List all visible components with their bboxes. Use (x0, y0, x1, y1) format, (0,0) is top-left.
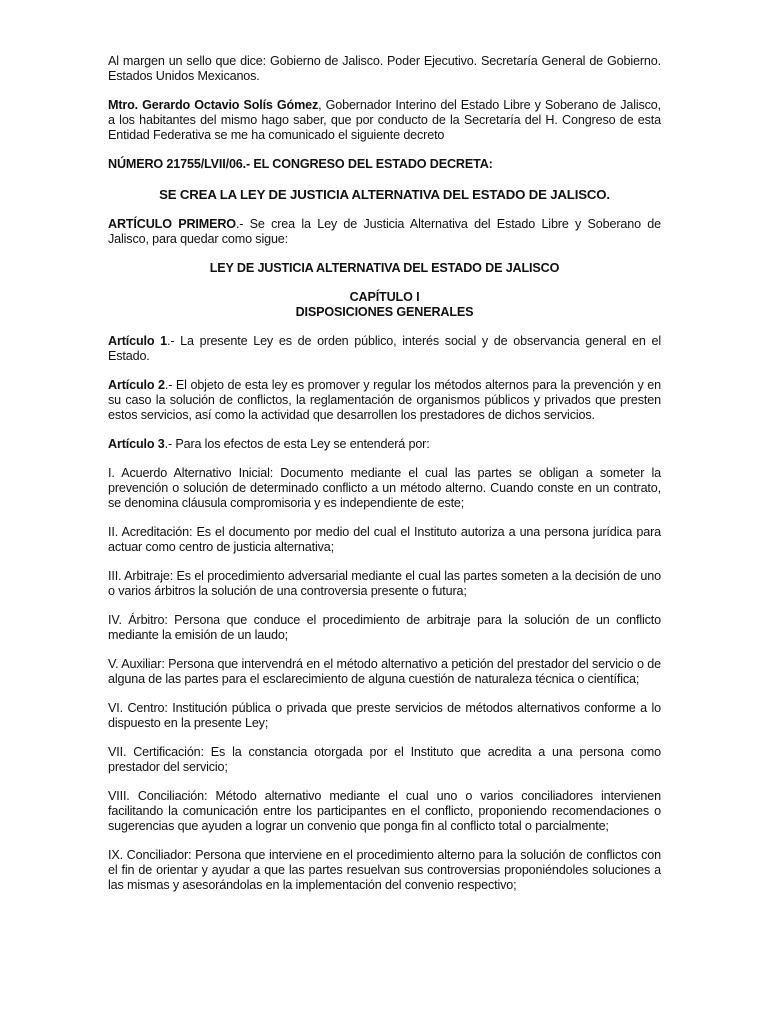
definition-VII: VII. Certificación: Es la constancia otorgada por el Instituto que acredita a una persona como prestador del servicio; (108, 745, 661, 774)
document-page (108, 54, 661, 907)
definition-III: III. Arbitraje: Es el procedimiento adversarial mediante el cual las partes someten a la decisión de uno o varios árbitros la solución de una controversia presente o futura; (108, 569, 661, 598)
article-primero-paragraph (108, 217, 661, 247)
definition-VIII: VIII. Conciliación: Método alternativo mediante el cual uno o varios conciliadores intervienen facilitando la comunicación entre los participantes en el conflicto, proponiendo recomendaciones o sugerencias que ayuden a lograr un convenio que ponga fin al conflicto total o parcialmente; (108, 789, 661, 833)
seal-paragraph (108, 54, 661, 84)
chapter-heading (108, 290, 661, 320)
article-3 (108, 437, 661, 452)
definition-II: II. Acreditación: Es el documento por medio del cual el Instituto autoriza a una persona jurídica para actuar como centro de justicia alternativa; (108, 525, 661, 554)
article-label: Artículo 1 (108, 334, 167, 348)
definition-I: I. Acuerdo Alternativo Inicial: Documento mediante el cual las partes se obligan a someter la prevención o solución de determinado conflicto a un método alterno. Cuando conste en un contrato, se denomina cláusula compromisoria y es independiente de este; (108, 466, 661, 510)
article-text: .- La presente Ley es de orden público, interés social y de observancia general en el Estado. (108, 334, 661, 363)
governor-paragraph (108, 98, 661, 143)
governor-text: , Gobernador Interino del Estado Libre y Soberano de Jalisco, a los habitantes del mismo hago saber, que por conducto de la Secretaría del H. Congreso de esta Entidad Federativa se me ha comunicado el siguiente decreto (108, 98, 661, 142)
definition-V: V. Auxiliar: Persona que intervendrá en el método alternativo a petición del prestador del servicio o de alguna de las partes para el esclarecimiento de alguna cuestión de naturaleza técnica o científica; (108, 657, 661, 686)
article-text: .- El objeto de esta ley es promover y regular los métodos alternos para la prevención y en su caso la solución de conflictos, la reglamentación de organismos públicos y privados que presten estos servicios, así como la actividad que desarrollen los prestadores de dichos servicios. (108, 378, 661, 422)
article-text: .- Para los efectos de esta Ley se entenderá por: (164, 437, 430, 451)
article-2 (108, 378, 661, 423)
governor-name: Mtro. Gerardo Octavio Solís Gómez (108, 98, 319, 112)
law-title: LEY DE JUSTICIA ALTERNATIVA DEL ESTADO DE JALISCO (209, 261, 560, 275)
decree-creation-heading: SE CREA LA LEY DE JUSTICIA ALTERNATIVA DEL ESTADO DE JALISCO. (159, 187, 610, 202)
definition-VI: VI. Centro: Institución pública o privada que preste servicios de métodos alternativos conforme a lo dispuesto en la presente Ley; (108, 701, 661, 730)
article-primero-label: ARTÍCULO PRIMERO (108, 217, 236, 231)
definition-IX: IX. Conciliador: Persona que interviene en el procedimiento alterno para la solución de conflictos con el fin de orientar y ayudar a que las partes resuelvan sus controversias proponiéndoles soluciones a las mismas y asesorándolas en la implementación del convenio respectivo; (108, 848, 661, 892)
decree-number-heading: NÚMERO 21755/LVII/06.- EL CONGRESO DEL ESTADO DECRETA: (108, 157, 493, 171)
seal-text: Al margen un sello que dice: Gobierno de Jalisco. Poder Ejecutivo. Secretaría General de Gobierno. Estados Unidos Mexicanos. (108, 54, 661, 83)
definition-IV: IV. Árbitro: Persona que conduce el procedimiento de arbitraje para la solución de un conflicto mediante la emisión de un laudo; (108, 613, 661, 642)
article-1 (108, 334, 661, 364)
chapter-title: DISPOSICIONES GENERALES (295, 305, 474, 319)
article-primero-text: .- Se crea la Ley de Justicia Alternativa del Estado Libre y Soberano de Jalisco, para quedar como sigue: (108, 217, 662, 246)
article-label: Artículo 2 (108, 378, 165, 392)
article-label: Artículo 3 (108, 437, 165, 451)
chapter-label: CAPÍTULO I (349, 290, 420, 304)
